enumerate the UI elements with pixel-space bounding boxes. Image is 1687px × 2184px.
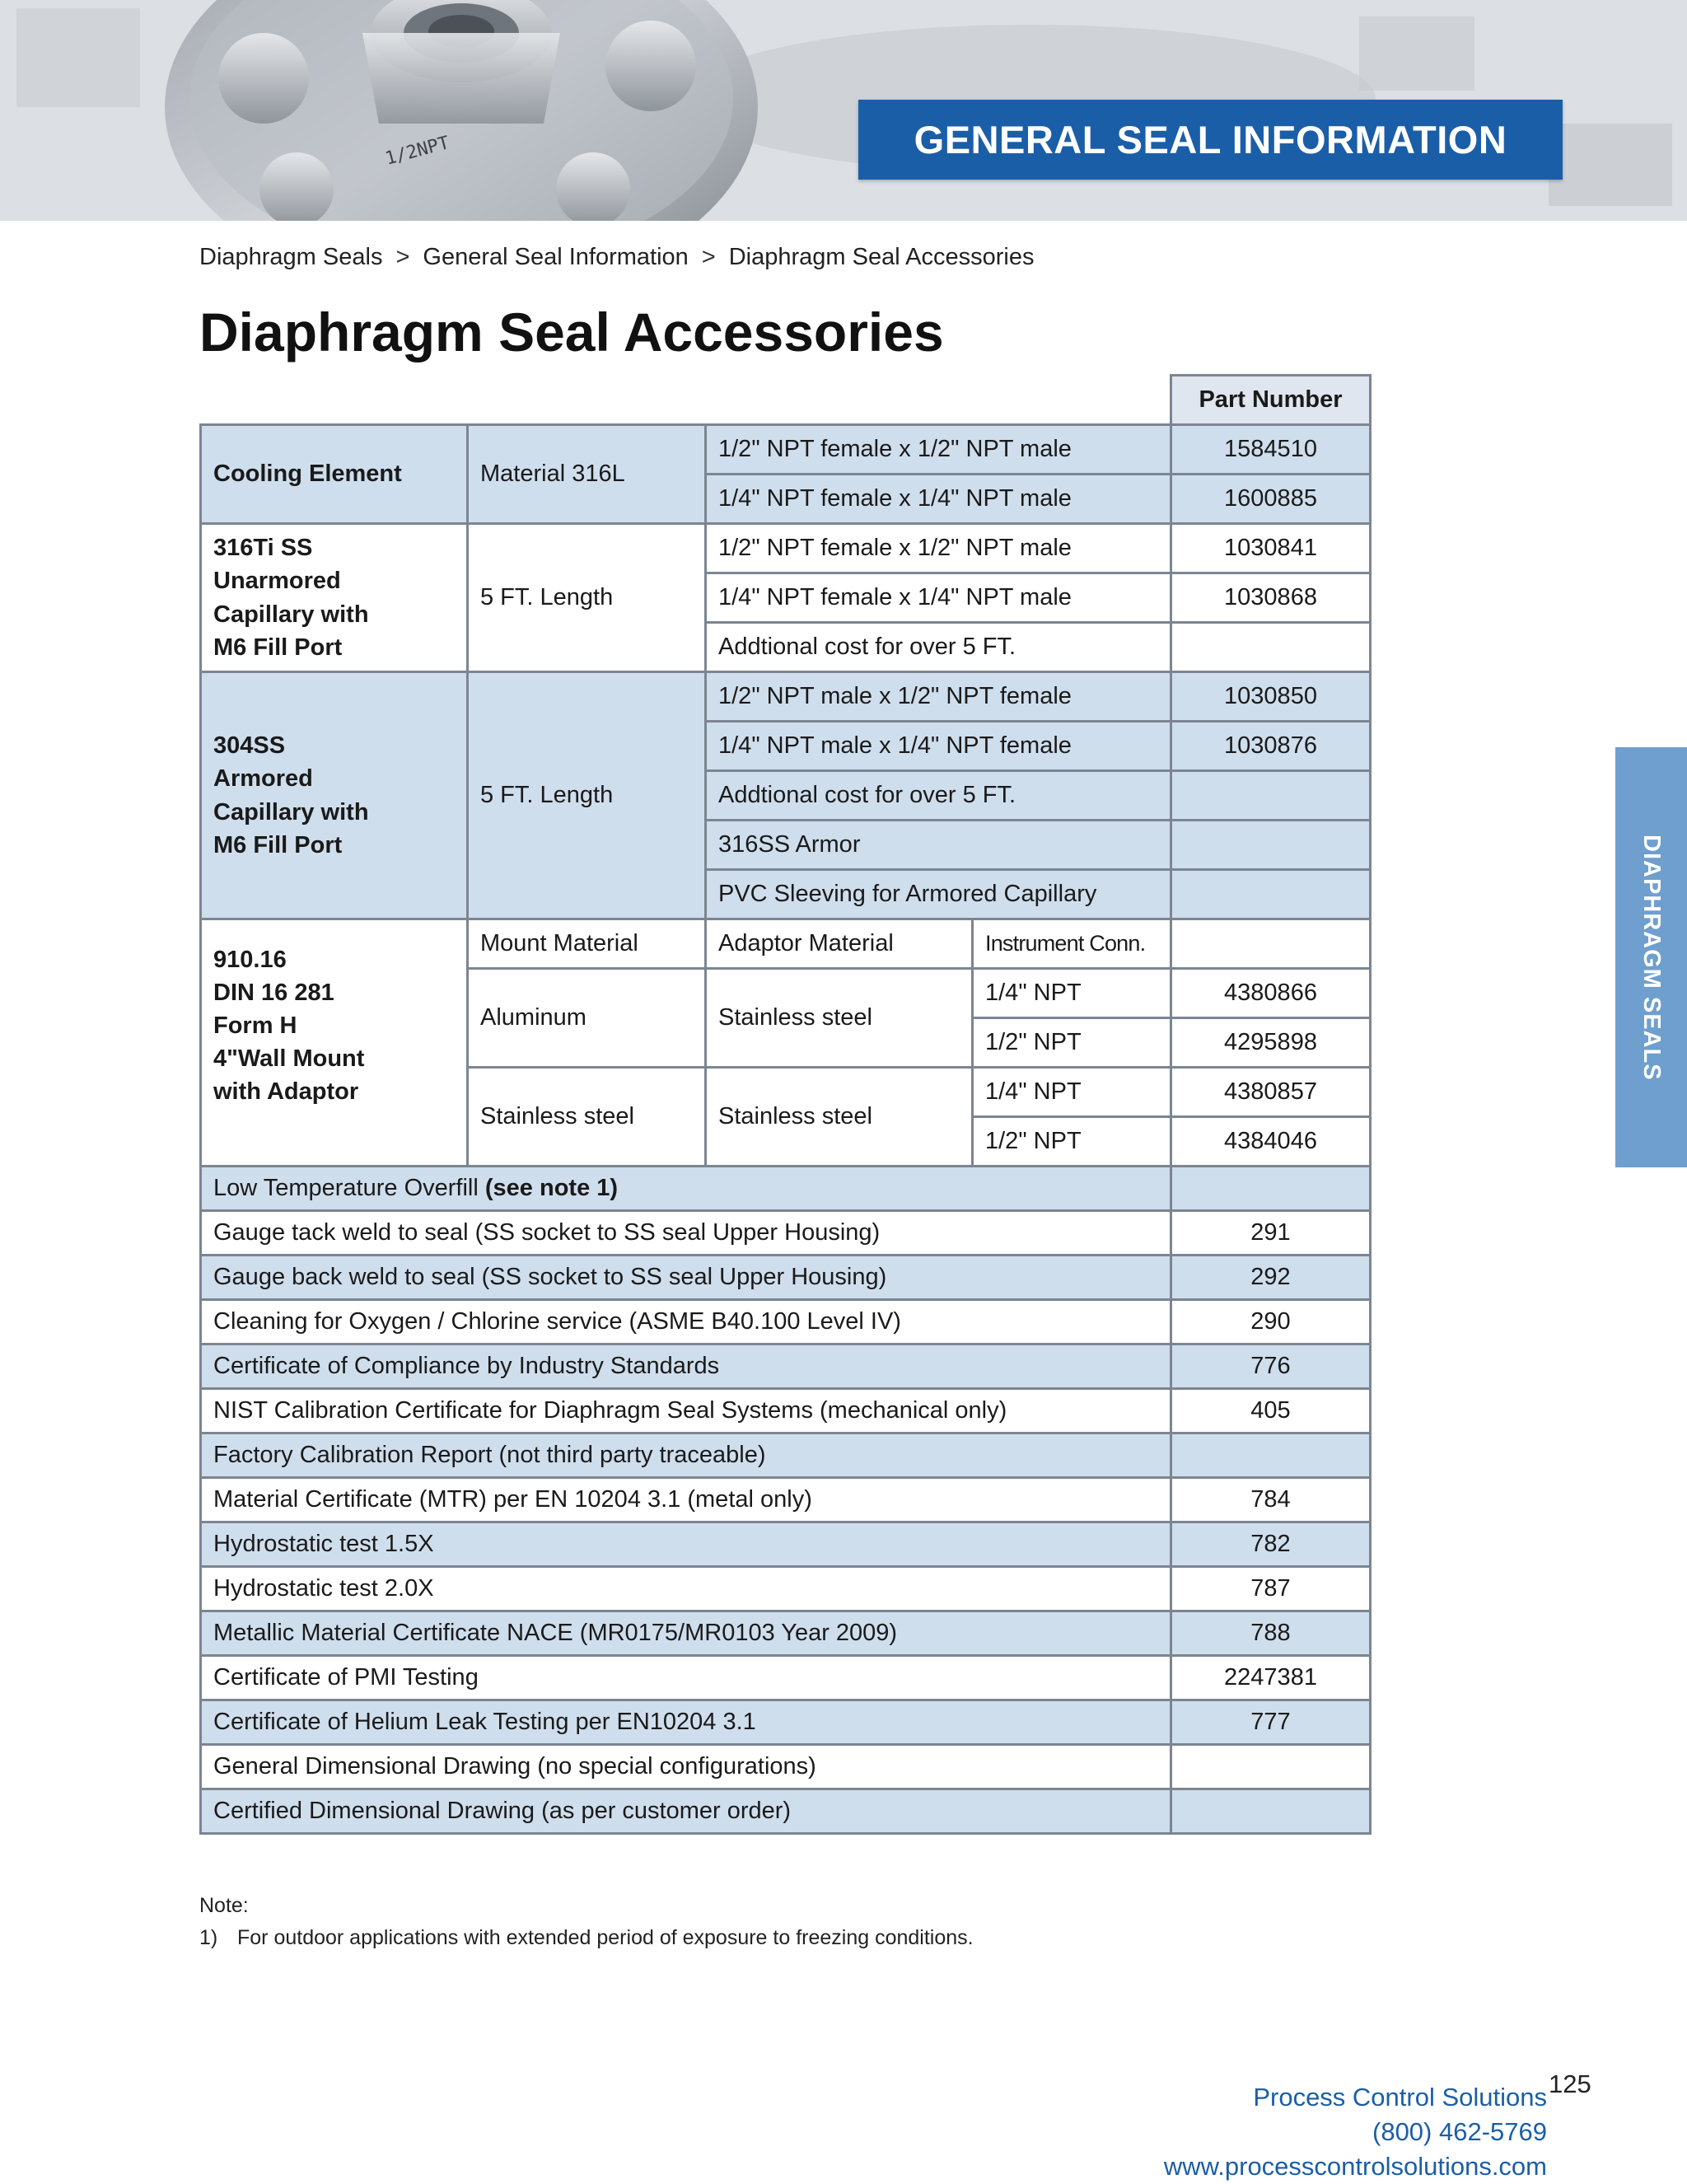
instrument-conn-header: Instrument Conn. [973, 919, 1171, 969]
footer-website[interactable]: www.processcontrolsolutions.com [1163, 2151, 1547, 2181]
part-number: 2247381 [1171, 1656, 1371, 1700]
row-description: NIST Calibration Certificate for Diaphragm Seal Systems (mechanical only) [201, 1389, 1171, 1433]
table-row [201, 1656, 1371, 1700]
mount-material-header: Mount Material [468, 919, 706, 969]
adaptor-material: Stainless steel [706, 969, 973, 1068]
row-description: PVC Sleeving for Armored Capillary [706, 870, 1171, 919]
part-number: 4380866 [1171, 969, 1371, 1018]
part-number: 1030850 [1171, 672, 1371, 722]
table-row [201, 1211, 1371, 1256]
breadcrumb-item-diaphragm-seals[interactable]: Diaphragm Seals [199, 244, 383, 270]
note-section [199, 1890, 974, 1954]
table-row [201, 425, 1371, 475]
row-description: 1/4" NPT female x 1/4" NPT male [706, 475, 1171, 524]
table-row [201, 1611, 1371, 1656]
note-number: 1) [199, 1925, 218, 1949]
part-number: 4380857 [1171, 1068, 1371, 1117]
part-number: 1600885 [1171, 475, 1371, 524]
cooling-element-material: Material 316L [468, 425, 706, 524]
part-number: 1030868 [1171, 573, 1371, 623]
row-description: Metallic Material Certificate NACE (MR0175/MR0103 Year 2009) [201, 1611, 1171, 1656]
mount-material: Aluminum [468, 969, 706, 1068]
part-number: 405 [1171, 1389, 1371, 1433]
part-number: 1030876 [1171, 722, 1371, 771]
part-number: 4295898 [1171, 1018, 1371, 1068]
part-number: 776 [1171, 1345, 1371, 1389]
part-number [1171, 771, 1371, 821]
unarmored-capillary-label: 316Ti SS Unarmored Capillary with M6 Fill Port [201, 524, 468, 672]
breadcrumb-separator: > [395, 244, 410, 270]
header-banner [0, 0, 1687, 221]
armored-length: 5 FT. Length [468, 672, 706, 919]
part-number: 782 [1171, 1522, 1371, 1567]
row-description: Hydrostatic test 1.5X [201, 1522, 1171, 1567]
part-number: 291 [1171, 1211, 1371, 1256]
table-row [201, 1478, 1371, 1522]
adaptor-material: Stainless steel [706, 1068, 973, 1167]
footer-phone[interactable]: (800) 462-5769 [1372, 2116, 1547, 2146]
row-description: 1/2" NPT female x 1/2" NPT male [706, 425, 1171, 475]
table-row [201, 1567, 1371, 1611]
row-description: 1/2" NPT male x 1/2" NPT female [706, 672, 1171, 722]
row-description: 1/4" NPT female x 1/4" NPT male [706, 573, 1171, 623]
table-row [201, 1345, 1371, 1389]
part-number: 777 [1171, 1700, 1371, 1745]
table-row [201, 1389, 1371, 1433]
part-number [1171, 1167, 1371, 1211]
row-description: Certificate of PMI Testing [201, 1656, 1171, 1700]
table-row [201, 919, 1371, 969]
table-row [201, 1745, 1371, 1789]
row-description: Certificate of Compliance by Industry Standards [201, 1345, 1171, 1389]
instrument-conn: 1/2" NPT [973, 1117, 1171, 1167]
row-description: Certificate of Helium Leak Testing per EN10204 3.1 [201, 1700, 1171, 1745]
note-label: Note: [199, 1894, 249, 1917]
mount-material: Stainless steel [468, 1068, 706, 1167]
part-number: 1584510 [1171, 425, 1371, 475]
part-number [1171, 821, 1371, 870]
row-description: Addtional cost for over 5 FT. [706, 623, 1171, 672]
part-number [1171, 1789, 1371, 1834]
breadcrumb-item-diaphragm-seal-accessories[interactable]: Diaphragm Seal Accessories [728, 244, 1035, 270]
svg-text:1/2NPT: 1/2NPT [383, 133, 452, 170]
table-row [201, 1300, 1371, 1345]
part-number [1171, 1433, 1371, 1478]
note-reference: (see note 1) [484, 1175, 619, 1201]
row-description: Gauge back weld to seal (SS socket to SS seal Upper Housing) [201, 1256, 1171, 1300]
breadcrumb-item-general-seal-information[interactable]: General Seal Information [423, 244, 689, 270]
row-description: Gauge tack weld to seal (SS socket to SS seal Upper Housing) [201, 1211, 1171, 1256]
table-row [201, 1433, 1371, 1478]
row-description: Addtional cost for over 5 FT. [706, 771, 1171, 821]
row-description: Certified Dimensional Drawing (as per customer order) [201, 1789, 1171, 1834]
part-number [1171, 623, 1371, 672]
part-number [1171, 919, 1371, 969]
instrument-conn: 1/4" NPT [973, 1068, 1171, 1117]
row-description: Hydrostatic test 2.0X [201, 1567, 1171, 1611]
note-item [199, 1922, 974, 1954]
table-row [201, 524, 1371, 573]
table-row [201, 1256, 1371, 1300]
row-description: Material Certificate (MTR) per EN 10204 3.1 (metal only) [201, 1478, 1171, 1522]
part-number [1171, 1745, 1371, 1789]
row-description: Cleaning for Oxygen / Chlorine service (ASME B40.100 Level IV) [201, 1300, 1171, 1345]
note-text: For outdoor applications with extended period of exposure to freezing conditions. [237, 1925, 974, 1949]
table-header-row [201, 376, 1371, 425]
part-number [1171, 870, 1371, 919]
accessories-table [199, 374, 1372, 1835]
row-description: 1/4" NPT male x 1/4" NPT female [706, 722, 1171, 771]
part-number: 784 [1171, 1478, 1371, 1522]
instrument-conn: 1/2" NPT [973, 1018, 1171, 1068]
row-description [201, 1167, 1171, 1211]
row-description: General Dimensional Drawing (no special configurations) [201, 1745, 1171, 1789]
part-number: 290 [1171, 1300, 1371, 1345]
part-number: 4384046 [1171, 1117, 1371, 1167]
wall-mount-label: 910.16 DIN 16 281 Form H 4"Wall Mount with Adaptor [201, 919, 468, 1167]
page-title: Diaphragm Seal Accessories [199, 302, 944, 362]
part-number: 292 [1171, 1256, 1371, 1300]
table-row [201, 1522, 1371, 1567]
page-number: 125 [1549, 2069, 1591, 2098]
row-description: 1/2" NPT female x 1/2" NPT male [706, 524, 1171, 573]
table-row [201, 672, 1371, 722]
armored-capillary-label: 304SS Armored Capillary with M6 Fill Port [201, 672, 468, 919]
table-row [201, 1167, 1371, 1211]
part-number: 1030841 [1171, 524, 1371, 573]
footer-company: Process Control Solutions [1253, 2083, 1547, 2112]
instrument-conn: 1/4" NPT [973, 969, 1171, 1018]
breadcrumb-separator: > [701, 244, 716, 270]
side-tab-diaphragm-seals[interactable] [1615, 747, 1687, 1167]
part-number: 787 [1171, 1567, 1371, 1611]
row-description: Factory Calibration Report (not third party traceable) [201, 1433, 1171, 1478]
cooling-element-label: Cooling Element [201, 425, 468, 524]
row-description: 316SS Armor [706, 821, 1171, 870]
side-tab-label: DIAPHRAGM SEALS [1638, 834, 1665, 1081]
section-title: GENERAL SEAL INFORMATION [858, 100, 1563, 180]
table-row [201, 1789, 1371, 1834]
footer-contact [1164, 2080, 1547, 2184]
unarmored-length: 5 FT. Length [468, 524, 706, 672]
adaptor-material-header: Adaptor Material [706, 919, 973, 969]
breadcrumb [199, 244, 1034, 271]
table-row [201, 1700, 1371, 1745]
part-number: 788 [1171, 1611, 1371, 1656]
low-temp-text: Low Temperature Overfill [213, 1175, 479, 1201]
part-number-header: Part Number [1171, 376, 1371, 425]
